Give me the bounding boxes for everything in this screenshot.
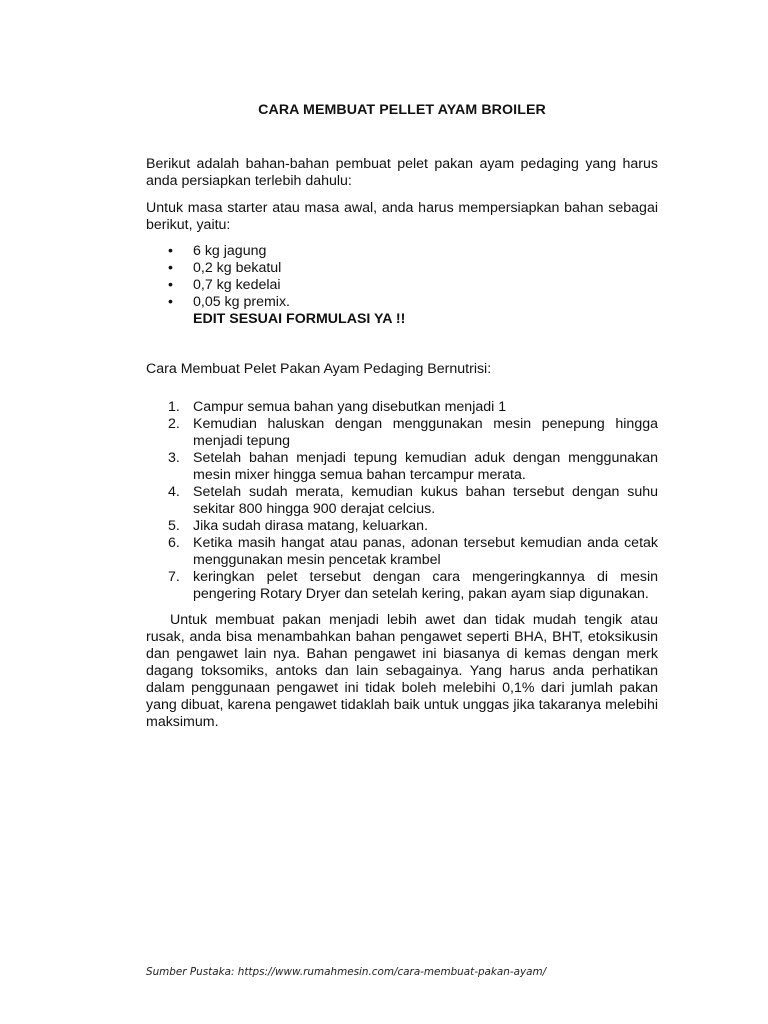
- ingredient-text: 0,05 kg premix.: [193, 294, 290, 310]
- ingredient-text: 6 kg jagung: [193, 243, 267, 259]
- list-item: [146, 399, 658, 416]
- source-footer: Sumber Pustaka: https://www.rumahmesin.com/cara-membuat-pakan-ayam/: [146, 966, 547, 978]
- document-title: CARA MEMBUAT PELLET AYAM BROILER: [258, 102, 546, 118]
- ingredient-text: 0,7 kg kedelai: [193, 277, 281, 293]
- step-text: keringkan pelet tersebut dengan cara mengeringkannya di mesin pengering Rotary Dryer dan setelah kering, pakan ayam siap digunakan.: [193, 569, 658, 602]
- bullet-icon: •: [168, 294, 173, 310]
- list-item: [146, 450, 658, 484]
- list-item: [146, 260, 658, 277]
- closing-paragraph: Untuk membuat pakan menjadi lebih awet dan tidak mudah tengik atau rusak, anda bisa menambahkan bahan pengawet seperti BHA, BHT, etoksikusin dan pengawet lain nya. Bahan pengawet ini biasanya di kemas dengan merk dagang toksomiks, antoks dan lain sebagainya. Yang harus anda perhatikan dalam penggunaan pengawet ini tidak boleh melebihi 0,1% dari jumlah pakan yang dibuat, karena pengawet tidaklah baik untuk unggas jika takaranya melebihi maksimum.: [146, 612, 658, 730]
- document-body: [146, 102, 658, 731]
- ingredient-text: 0,2 kg bekatul: [193, 260, 282, 276]
- edit-note: EDIT SESUAI FORMULASI YA !!: [193, 311, 406, 327]
- bullet-icon: •: [168, 260, 173, 276]
- list-item: [146, 569, 658, 603]
- step-number: 1.: [168, 399, 180, 415]
- step-text: Ketika masih hangat atau panas, adonan tersebut kemudian anda cetak menggunakan mesin pencetak krambel: [193, 535, 658, 568]
- intro-paragraph: Berikut adalah bahan-bahan pembuat pelet pakan ayam pedaging yang harus anda persiapkan terlebih dahulu:: [146, 156, 658, 189]
- step-text: Kemudian haluskan dengan menggunakan mesin penepung hingga menjadi tepung: [193, 416, 658, 449]
- step-number: 7.: [168, 569, 180, 585]
- list-item: [146, 484, 658, 518]
- step-number: 2.: [168, 416, 180, 432]
- step-text: Campur semua bahan yang disebutkan menjadi 1: [193, 399, 507, 415]
- bullet-icon: •: [168, 243, 173, 259]
- list-item: [146, 243, 658, 260]
- step-number: 6.: [168, 535, 180, 551]
- step-number: 5.: [168, 518, 180, 534]
- list-item: [146, 535, 658, 569]
- bullet-icon: •: [168, 277, 173, 293]
- starter-paragraph: Untuk masa starter atau masa awal, anda harus mempersiapkan bahan sebagai berikut, yaitu:: [146, 200, 658, 233]
- list-item: [146, 277, 658, 294]
- step-number: 4.: [168, 484, 180, 500]
- step-text: Jika sudah dirasa matang, keluarkan.: [193, 518, 429, 534]
- list-item: [146, 416, 658, 450]
- step-number: 3.: [168, 450, 180, 466]
- ingredient-list: [146, 243, 658, 311]
- step-text: Setelah bahan menjadi tepung kemudian aduk dengan menggunakan mesin mixer hingga semua bahan tercampur merata.: [193, 450, 658, 483]
- list-item: [146, 518, 658, 535]
- step-text: Setelah sudah merata, kemudian kukus bahan tersebut dengan suhu sekitar 800 hingga 900 derajat celcius.: [193, 484, 658, 517]
- steps-list: [146, 399, 658, 603]
- steps-heading: Cara Membuat Pelet Pakan Ayam Pedaging Bernutrisi:: [146, 361, 492, 377]
- list-item: [146, 294, 658, 311]
